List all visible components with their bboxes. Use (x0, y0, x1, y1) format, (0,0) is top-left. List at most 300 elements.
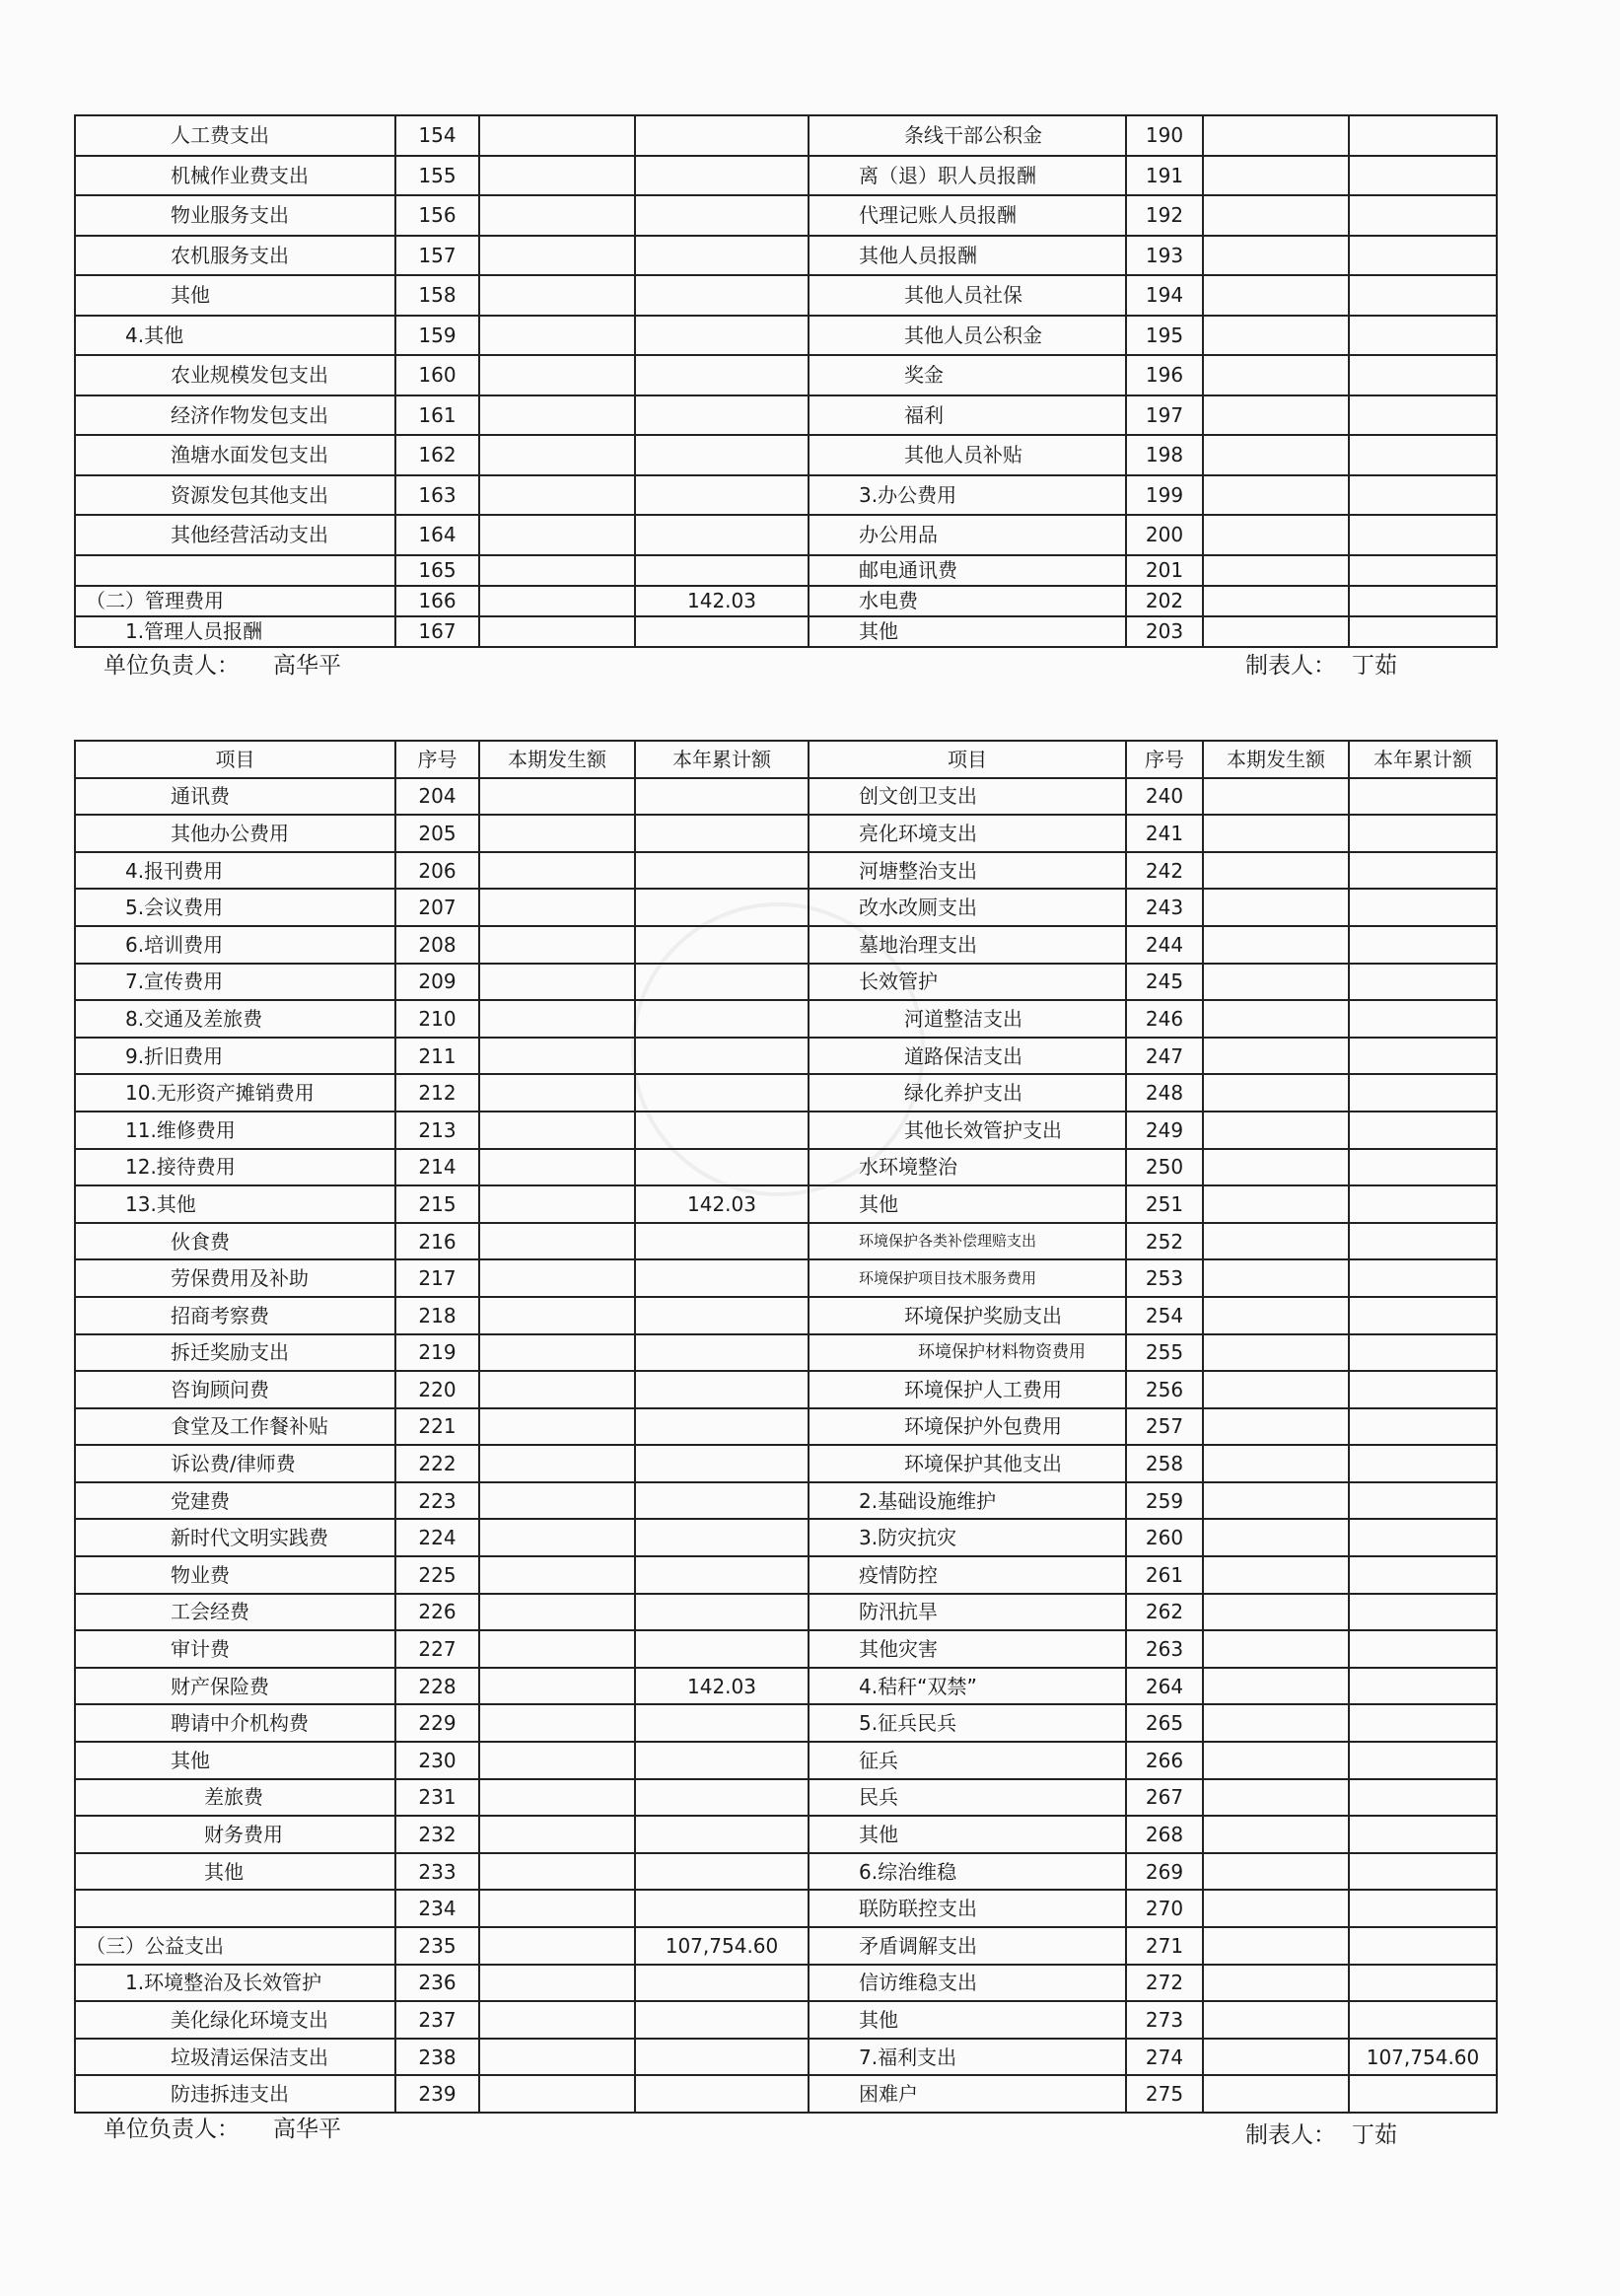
table-row (75, 1223, 1497, 1260)
left-item-cell: （三）公益支出 (75, 1927, 395, 1965)
left-item-cell: 通讯费 (75, 778, 395, 816)
header-item-right: 项目 (809, 741, 1126, 778)
right-item-cell: 创文创卫支出 (809, 778, 1126, 816)
left-seq-cell: 208 (395, 926, 479, 964)
left-period-amount-cell (479, 156, 635, 196)
left-ytd-amount-cell (635, 889, 809, 926)
left-item-cell: 防违拆违支出 (75, 2075, 395, 2113)
left-seq-cell: 214 (395, 1149, 479, 1186)
right-item-cell: 4.秸秆“双禁” (809, 1668, 1126, 1705)
table-row (75, 1185, 1497, 1223)
right-seq-cell: 202 (1126, 586, 1203, 616)
right-item-cell: 环境保护人工费用 (809, 1371, 1126, 1408)
left-seq-cell: 239 (395, 2075, 479, 2113)
left-period-amount-cell (479, 1445, 635, 1482)
left-period-amount-cell (479, 1853, 635, 1891)
left-item-cell: 聘请中介机构费 (75, 1704, 395, 1742)
right-period-amount-cell (1203, 1259, 1349, 1297)
left-period-amount-cell (479, 1038, 635, 1075)
right-period-amount-cell (1203, 1408, 1349, 1446)
left-ytd-amount-cell (635, 236, 809, 276)
left-ytd-amount-cell (635, 1556, 809, 1594)
table-row (75, 852, 1497, 890)
right-item-cell: 环境保护项目技术服务费用 (809, 1259, 1126, 1297)
left-period-amount-cell (479, 616, 635, 647)
right-ytd-amount-cell (1349, 1000, 1497, 1038)
right-item-cell: 3.防灾抗灾 (809, 1519, 1126, 1556)
right-ytd-amount-cell (1349, 616, 1497, 647)
right-period-amount-cell (1203, 316, 1349, 356)
left-ytd-amount-cell (635, 852, 809, 890)
left-period-amount-cell (479, 1408, 635, 1446)
right-period-amount-cell (1203, 1594, 1349, 1631)
table-row (75, 1149, 1497, 1186)
left-period-amount-cell (479, 778, 635, 816)
right-item-cell: 河道整洁支出 (809, 1000, 1126, 1038)
table-row (75, 115, 1497, 156)
right-ytd-amount-cell (1349, 1371, 1497, 1408)
table-row (75, 475, 1497, 516)
left-item-cell: 10.无形资产摊销费用 (75, 1074, 395, 1112)
left-item-cell: 4.其他 (75, 316, 395, 356)
right-item-cell: 离（退）职人员报酬 (809, 156, 1126, 196)
table-row (75, 275, 1497, 316)
left-item-cell (75, 555, 395, 586)
right-item-cell: 防汛抗旱 (809, 1594, 1126, 1631)
right-ytd-amount-cell (1349, 395, 1497, 436)
right-seq-cell: 268 (1126, 1816, 1203, 1853)
right-item-cell: 其他人员社保 (809, 275, 1126, 316)
right-period-amount-cell (1203, 1668, 1349, 1705)
left-seq-cell: 167 (395, 616, 479, 647)
left-period-amount-cell (479, 1223, 635, 1260)
right-item-cell: 5.征兵民兵 (809, 1704, 1126, 1742)
right-ytd-amount-cell (1349, 515, 1497, 555)
right-item-cell: 信访维稳支出 (809, 1965, 1126, 2002)
right-period-amount-cell (1203, 2075, 1349, 2113)
right-ytd-amount-cell (1349, 586, 1497, 616)
table-row (75, 586, 1497, 616)
left-period-amount-cell (479, 1704, 635, 1742)
left-ytd-amount-cell (635, 926, 809, 964)
right-item-cell: 福利 (809, 395, 1126, 436)
right-item-cell: 联防联控支出 (809, 1890, 1126, 1927)
left-item-cell: 其他 (75, 275, 395, 316)
header-seq-right: 序号 (1126, 741, 1203, 778)
left-ytd-amount-cell (635, 1630, 809, 1668)
left-item-cell: 诉讼费/律师费 (75, 1445, 395, 1482)
right-seq-cell: 260 (1126, 1519, 1203, 1556)
right-ytd-amount-cell (1349, 2075, 1497, 2113)
table-row (75, 1556, 1497, 1594)
left-ytd-amount-cell (635, 2075, 809, 2113)
left-ytd-amount-cell (635, 195, 809, 236)
right-item-cell: 环境保护奖励支出 (809, 1297, 1126, 1334)
right-period-amount-cell (1203, 1853, 1349, 1891)
table-row (75, 778, 1497, 816)
left-period-amount-cell (479, 1259, 635, 1297)
left-item-cell: 审计费 (75, 1630, 395, 1668)
right-item-cell: 环境保护外包费用 (809, 1408, 1126, 1446)
right-seq-cell: 191 (1126, 156, 1203, 196)
left-seq-cell: 227 (395, 1630, 479, 1668)
right-period-amount-cell (1203, 1890, 1349, 1927)
right-ytd-amount-cell (1349, 964, 1497, 1001)
left-seq-cell: 220 (395, 1371, 479, 1408)
left-item-cell: 4.报刊费用 (75, 852, 395, 890)
left-item-cell: 物业服务支出 (75, 195, 395, 236)
right-ytd-amount-cell (1349, 778, 1497, 816)
table-row (75, 435, 1497, 475)
right-seq-cell: 190 (1126, 115, 1203, 156)
left-ytd-amount-cell (635, 1038, 809, 1075)
left-period-amount-cell (479, 515, 635, 555)
left-period-amount-cell (479, 926, 635, 964)
right-ytd-amount-cell (1349, 1704, 1497, 1742)
right-seq-cell: 240 (1126, 778, 1203, 816)
left-period-amount-cell (479, 195, 635, 236)
table-header-row (75, 741, 1497, 778)
left-seq-cell: 216 (395, 1223, 479, 1260)
right-period-amount-cell (1203, 815, 1349, 852)
right-ytd-amount-cell (1349, 1927, 1497, 1965)
right-ytd-amount-cell (1349, 889, 1497, 926)
left-item-cell (75, 1890, 395, 1927)
left-ytd-amount-cell (635, 475, 809, 516)
left-ytd-amount-cell (635, 1779, 809, 1817)
table-row (75, 1779, 1497, 1817)
left-seq-cell: 235 (395, 1927, 479, 1965)
right-item-cell: 改水改厕支出 (809, 889, 1126, 926)
left-seq-cell: 156 (395, 195, 479, 236)
left-seq-cell: 162 (395, 435, 479, 475)
left-seq-cell: 225 (395, 1556, 479, 1594)
right-ytd-amount-cell (1349, 1149, 1497, 1186)
left-ytd-amount-cell (635, 395, 809, 436)
ledger-table-bottom (74, 740, 1498, 2114)
left-ytd-amount-cell (635, 515, 809, 555)
left-period-amount-cell (479, 889, 635, 926)
right-seq-cell: 271 (1126, 1927, 1203, 1965)
right-ytd-amount-cell (1349, 1668, 1497, 1705)
right-seq-cell: 266 (1126, 1742, 1203, 1779)
right-ytd-amount-cell (1349, 1408, 1497, 1446)
left-seq-cell: 158 (395, 275, 479, 316)
table-row (75, 1594, 1497, 1631)
right-item-cell: 3.办公费用 (809, 475, 1126, 516)
table-row (75, 156, 1497, 196)
left-ytd-amount-cell (635, 2001, 809, 2039)
left-ytd-amount-cell (635, 1297, 809, 1334)
right-item-cell: 其他人员公积金 (809, 316, 1126, 356)
left-item-cell: （二）管理费用 (75, 586, 395, 616)
table-row (75, 1890, 1497, 1927)
right-seq-cell: 273 (1126, 2001, 1203, 2039)
left-seq-cell: 159 (395, 316, 479, 356)
right-seq-cell: 262 (1126, 1594, 1203, 1631)
table-row (75, 815, 1497, 852)
left-ytd-amount-cell (635, 1112, 809, 1149)
left-period-amount-cell (479, 115, 635, 156)
header-item-left: 项目 (75, 741, 395, 778)
left-ytd-amount-cell (635, 1853, 809, 1891)
left-seq-cell: 163 (395, 475, 479, 516)
right-seq-cell: 274 (1126, 2039, 1203, 2076)
left-seq-cell: 157 (395, 236, 479, 276)
right-seq-cell: 253 (1126, 1259, 1203, 1297)
left-period-amount-cell (479, 1074, 635, 1112)
right-item-cell: 环境保护其他支出 (809, 1445, 1126, 1482)
left-seq-cell: 237 (395, 2001, 479, 2039)
left-period-amount-cell (479, 1519, 635, 1556)
left-period-amount-cell (479, 435, 635, 475)
table-row (75, 355, 1497, 395)
right-period-amount-cell (1203, 586, 1349, 616)
right-period-amount-cell (1203, 1297, 1349, 1334)
right-seq-cell: 195 (1126, 316, 1203, 356)
right-item-cell: 其他长效管护支出 (809, 1112, 1126, 1149)
right-item-cell: 其他 (809, 1816, 1126, 1853)
left-item-cell: 拆迁奖励支出 (75, 1334, 395, 1372)
right-seq-cell: 242 (1126, 852, 1203, 890)
left-period-amount-cell (479, 852, 635, 890)
unit-head-signature-bottom: 单位负责人： 高华平 (104, 2117, 341, 2142)
right-period-amount-cell (1203, 156, 1349, 196)
right-period-amount-cell (1203, 778, 1349, 816)
right-period-amount-cell (1203, 435, 1349, 475)
right-item-cell: 矛盾调解支出 (809, 1927, 1126, 1965)
left-period-amount-cell (479, 355, 635, 395)
left-ytd-amount-cell: 142.03 (635, 586, 809, 616)
right-ytd-amount-cell: 107,754.60 (1349, 2039, 1497, 2076)
table-row (75, 1853, 1497, 1891)
right-period-amount-cell (1203, 195, 1349, 236)
left-period-amount-cell (479, 1779, 635, 1817)
left-seq-cell: 161 (395, 395, 479, 436)
right-period-amount-cell (1203, 395, 1349, 436)
right-ytd-amount-cell (1349, 435, 1497, 475)
left-ytd-amount-cell (635, 275, 809, 316)
left-seq-cell: 233 (395, 1853, 479, 1891)
header-seq-left: 序号 (395, 741, 479, 778)
right-period-amount-cell (1203, 1038, 1349, 1075)
header-ytd-left: 本年累计额 (635, 741, 809, 778)
left-item-cell: 垃圾清运保洁支出 (75, 2039, 395, 2076)
left-period-amount-cell (479, 1668, 635, 1705)
table-row (75, 395, 1497, 436)
left-ytd-amount-cell (635, 115, 809, 156)
left-item-cell: 1.管理人员报酬 (75, 616, 395, 647)
right-period-amount-cell (1203, 964, 1349, 1001)
right-ytd-amount-cell (1349, 1965, 1497, 2002)
right-ytd-amount-cell (1349, 555, 1497, 586)
left-item-cell: 咨询顾问费 (75, 1371, 395, 1408)
left-seq-cell: 238 (395, 2039, 479, 2076)
right-item-cell: 水电费 (809, 586, 1126, 616)
left-period-amount-cell (479, 2039, 635, 2076)
left-ytd-amount-cell (635, 1816, 809, 1853)
left-item-cell: 资源发包其他支出 (75, 475, 395, 516)
right-ytd-amount-cell (1349, 1482, 1497, 1520)
right-seq-cell: 192 (1126, 195, 1203, 236)
left-ytd-amount-cell: 142.03 (635, 1668, 809, 1705)
right-ytd-amount-cell (1349, 1259, 1497, 1297)
left-period-amount-cell (479, 1371, 635, 1408)
left-ytd-amount-cell (635, 1742, 809, 1779)
left-item-cell: 财产保险费 (75, 1668, 395, 1705)
table-row (75, 1630, 1497, 1668)
table-row (75, 1408, 1497, 1446)
left-item-cell: 其他 (75, 1742, 395, 1779)
right-period-amount-cell (1203, 2001, 1349, 2039)
right-ytd-amount-cell (1349, 926, 1497, 964)
right-item-cell: 代理记账人员报酬 (809, 195, 1126, 236)
right-period-amount-cell (1203, 2039, 1349, 2076)
table-row (75, 1334, 1497, 1372)
right-item-cell: 其他人员补贴 (809, 435, 1126, 475)
right-item-cell: 其他灾害 (809, 1630, 1126, 1668)
right-period-amount-cell (1203, 1445, 1349, 1482)
right-seq-cell: 200 (1126, 515, 1203, 555)
left-period-amount-cell (479, 2001, 635, 2039)
preparer-signature-top: 制表人： 丁茹 (1245, 653, 1397, 679)
left-seq-cell: 154 (395, 115, 479, 156)
left-ytd-amount-cell (635, 1965, 809, 2002)
right-period-amount-cell (1203, 1482, 1349, 1520)
table-row (75, 1371, 1497, 1408)
table-row (75, 1482, 1497, 1520)
left-ytd-amount-cell: 142.03 (635, 1185, 809, 1223)
right-period-amount-cell (1203, 616, 1349, 647)
left-seq-cell: 223 (395, 1482, 479, 1520)
right-seq-cell: 258 (1126, 1445, 1203, 1482)
left-ytd-amount-cell (635, 1890, 809, 1927)
table-row (75, 2075, 1497, 2113)
left-item-cell: 人工费支出 (75, 115, 395, 156)
right-item-cell: 环境保护材料物资费用 (809, 1334, 1126, 1372)
left-item-cell: 财务费用 (75, 1816, 395, 1853)
left-item-cell: 渔塘水面发包支出 (75, 435, 395, 475)
left-ytd-amount-cell (635, 1371, 809, 1408)
left-period-amount-cell (479, 1965, 635, 2002)
right-ytd-amount-cell (1349, 1519, 1497, 1556)
left-seq-cell: 230 (395, 1742, 479, 1779)
left-period-amount-cell (479, 1816, 635, 1853)
right-seq-cell: 249 (1126, 1112, 1203, 1149)
left-period-amount-cell (479, 475, 635, 516)
right-period-amount-cell (1203, 236, 1349, 276)
right-period-amount-cell (1203, 1223, 1349, 1260)
left-period-amount-cell (479, 1000, 635, 1038)
left-seq-cell: 219 (395, 1334, 479, 1372)
right-item-cell: 2.基础设施维护 (809, 1482, 1126, 1520)
left-seq-cell: 209 (395, 964, 479, 1001)
right-ytd-amount-cell (1349, 1074, 1497, 1112)
table-row (75, 1445, 1497, 1482)
left-ytd-amount-cell (635, 778, 809, 816)
left-ytd-amount-cell (635, 435, 809, 475)
table-row (75, 1000, 1497, 1038)
left-period-amount-cell (479, 316, 635, 356)
left-period-amount-cell (479, 815, 635, 852)
left-item-cell: 美化绿化环境支出 (75, 2001, 395, 2039)
right-seq-cell: 201 (1126, 555, 1203, 586)
right-period-amount-cell (1203, 475, 1349, 516)
left-ytd-amount-cell (635, 316, 809, 356)
header-period-right: 本期发生额 (1203, 741, 1349, 778)
left-seq-cell: 218 (395, 1297, 479, 1334)
table-row (75, 1927, 1497, 1965)
right-seq-cell: 265 (1126, 1704, 1203, 1742)
table-row (75, 1668, 1497, 1705)
left-ytd-amount-cell (635, 1334, 809, 1372)
left-item-cell: 7.宣传费用 (75, 964, 395, 1001)
right-seq-cell: 246 (1126, 1000, 1203, 1038)
table-row (75, 926, 1497, 964)
left-period-amount-cell (479, 1112, 635, 1149)
left-seq-cell: 224 (395, 1519, 479, 1556)
right-period-amount-cell (1203, 1371, 1349, 1408)
right-seq-cell: 255 (1126, 1334, 1203, 1372)
right-period-amount-cell (1203, 1779, 1349, 1817)
preparer-signature-bottom: 制表人： 丁茹 (1245, 2122, 1397, 2148)
right-period-amount-cell (1203, 1519, 1349, 1556)
right-seq-cell: 193 (1126, 236, 1203, 276)
right-seq-cell: 251 (1126, 1185, 1203, 1223)
left-item-cell: 物业费 (75, 1556, 395, 1594)
right-seq-cell: 250 (1126, 1149, 1203, 1186)
left-seq-cell: 164 (395, 515, 479, 555)
left-seq-cell: 229 (395, 1704, 479, 1742)
left-item-cell: 13.其他 (75, 1185, 395, 1223)
left-period-amount-cell (479, 1630, 635, 1668)
left-item-cell: 其他经营活动支出 (75, 515, 395, 555)
left-item-cell: 6.培训费用 (75, 926, 395, 964)
left-item-cell: 经济作物发包支出 (75, 395, 395, 436)
table-row (75, 616, 1497, 647)
right-period-amount-cell (1203, 115, 1349, 156)
left-ytd-amount-cell (635, 355, 809, 395)
left-ytd-amount-cell: 107,754.60 (635, 1927, 809, 1965)
right-item-cell: 其他 (809, 616, 1126, 647)
left-ytd-amount-cell (635, 964, 809, 1001)
right-period-amount-cell (1203, 1704, 1349, 1742)
left-seq-cell: 213 (395, 1112, 479, 1149)
right-seq-cell: 247 (1126, 1038, 1203, 1075)
right-seq-cell: 272 (1126, 1965, 1203, 2002)
left-seq-cell: 204 (395, 778, 479, 816)
ledger-table-top (74, 114, 1498, 648)
right-period-amount-cell (1203, 275, 1349, 316)
left-item-cell: 劳保费用及补助 (75, 1259, 395, 1297)
right-seq-cell: 256 (1126, 1371, 1203, 1408)
left-period-amount-cell (479, 275, 635, 316)
right-period-amount-cell (1203, 1149, 1349, 1186)
left-period-amount-cell (479, 1185, 635, 1223)
right-seq-cell: 263 (1126, 1630, 1203, 1668)
left-item-cell: 新时代文明实践费 (75, 1519, 395, 1556)
right-ytd-amount-cell (1349, 1185, 1497, 1223)
left-item-cell: 食堂及工作餐补贴 (75, 1408, 395, 1446)
left-ytd-amount-cell (635, 1594, 809, 1631)
left-ytd-amount-cell (635, 616, 809, 647)
table-row (75, 964, 1497, 1001)
right-seq-cell: 275 (1126, 2075, 1203, 2113)
right-period-amount-cell (1203, 555, 1349, 586)
right-seq-cell: 264 (1126, 1668, 1203, 1705)
right-period-amount-cell (1203, 515, 1349, 555)
left-seq-cell: 231 (395, 1779, 479, 1817)
